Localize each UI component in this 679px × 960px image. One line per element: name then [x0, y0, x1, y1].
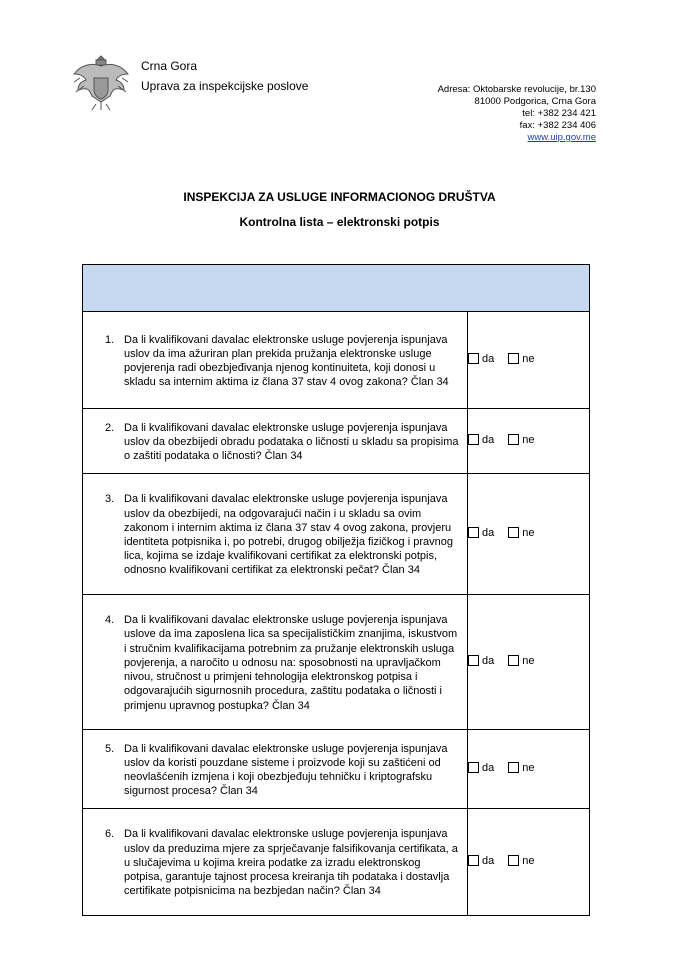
answer-no-label: ne — [522, 761, 535, 774]
question-number: 1. — [105, 333, 115, 346]
answer-no-label: ne — [522, 526, 535, 539]
question-number: 3. — [105, 493, 115, 506]
question-number: 4. — [105, 614, 115, 627]
checklist-table — [82, 264, 590, 916]
checkbox-icon[interactable] — [468, 655, 479, 666]
address-line: Adresa: Oktobarske revolucije, br.130 — [437, 84, 596, 95]
checkbox-icon[interactable] — [468, 527, 479, 538]
phone-line: tel: +382 234 421 — [522, 108, 596, 119]
answer-yes-label: da — [482, 526, 495, 539]
question-number: 2. — [105, 421, 115, 434]
contact-block — [438, 84, 596, 144]
question-row — [83, 730, 590, 809]
answer-yes-label: da — [482, 654, 495, 667]
answer-no[interactable] — [508, 353, 534, 365]
city-line: 81000 Podgorica, Crna Gora — [474, 96, 596, 107]
question-row — [83, 809, 590, 916]
question-text: Da li kvalifikovani davalac elektronske usluge povjerenja ispunjava uslov da obezbijedi obradu podataka o ličnosti u skladu sa propisima o zaštiti podataka o ličnosti? Član 34 — [124, 421, 459, 463]
answer-no-label: ne — [522, 352, 535, 365]
question-text: Da li kvalifikovani davalac elektronske usluge povjerenja ispunjava uslove da ima zaposlena lica sa specijalističkim znanjima, iskustvom i stručnim kvalifikacijama potrebnim za pružanje elektronskih usluga povjerenja, a naročito u odnosu na: sposobnosti na upravljačkom nivou, stručnost u primjeni tehnologija elektronskog potpisa i odgovarajućih sigurnosnih procedura, zaštitu podataka o ličnosti i primjenu upravnog postupka? Član 34 — [124, 614, 458, 712]
answer-yes[interactable] — [468, 527, 494, 539]
answer-yes-label: da — [482, 433, 495, 446]
checkbox-icon[interactable] — [508, 353, 519, 364]
answer-yes-label: da — [482, 761, 495, 774]
answer-no[interactable] — [508, 655, 534, 667]
answer-yes[interactable] — [468, 434, 494, 446]
question-text: Da li kvalifikovani davalac elektronske usluge povjerenja ispunjava uslov da obezbijedi, na odgovarajući način i u skladu sa ovim zakonom i internim aktima iz člana 37 stav 4 ovog zakona, provjeru identiteta potpisnika i, po potrebi, drugog obilježja fizičkog i pravnog lica, kojima se izdaje kvalifikovani certifikat za elektronski potpis, odnosno kvalifikovani certifikat za elektronski pečat? Član 34 — [124, 493, 453, 577]
question-row — [83, 409, 590, 474]
checkbox-icon[interactable] — [468, 855, 479, 866]
answer-no[interactable] — [508, 527, 534, 539]
answer-yes[interactable] — [468, 655, 494, 667]
answer-no[interactable] — [508, 855, 534, 867]
checkbox-icon[interactable] — [508, 527, 519, 538]
checkbox-icon[interactable] — [508, 434, 519, 445]
table-header-row — [83, 265, 590, 312]
answer-no[interactable] — [508, 762, 534, 774]
question-row — [83, 595, 590, 730]
answer-yes[interactable] — [468, 855, 494, 867]
checkbox-icon[interactable] — [468, 762, 479, 773]
question-number: 5. — [105, 742, 115, 755]
checkbox-icon[interactable] — [508, 855, 519, 866]
question-text: Da li kvalifikovani davalac elektronske usluge povjerenja ispunjava uslov da ima ažuriran plan prekida pružanja elektronske usluge povjerenja radi obezbjeđivanja njenog kontinuiteta, koji donosi u skladu sa internim aktima iz člana 37 stav 4 ovog zakona? Član 34 — [124, 333, 449, 389]
question-row — [83, 312, 590, 409]
answer-no-label: ne — [522, 433, 535, 446]
checkbox-icon[interactable] — [508, 762, 519, 773]
answer-no-label: ne — [522, 854, 535, 867]
page-title: INSPEKCIJA ZA USLUGE INFORMACIONOG DRUŠTVA — [183, 190, 496, 204]
checkbox-icon[interactable] — [468, 353, 479, 364]
question-text: Da li kvalifikovani davalac elektronske usluge povjerenja ispunjava uslov da preduzima mjere za sprječavanje falsifikovanja certifikata, a u slučajevima u kojima kreira podatke za izradu elektronskog potpisa, garantuje tajnost procesa kreiranja tih podataka i dostavlja certifikate potpisnicima na bezbjedan način? Član 34 — [124, 828, 458, 898]
answer-no-label: ne — [522, 654, 535, 667]
org-agency: Uprava za inspekcijske poslove — [141, 79, 309, 93]
fax-line: fax: +382 234 406 — [519, 120, 596, 131]
coat-of-arms-icon — [70, 52, 132, 112]
answer-yes-label: da — [482, 352, 495, 365]
answer-yes[interactable] — [468, 762, 494, 774]
checkbox-icon[interactable] — [468, 434, 479, 445]
answer-yes-label: da — [482, 854, 495, 867]
org-country: Crna Gora — [141, 59, 198, 73]
table-header-cell — [83, 265, 590, 312]
question-number: 6. — [105, 828, 115, 841]
answer-no[interactable] — [508, 434, 534, 446]
question-text: Da li kvalifikovani davalac elektronske usluge povjerenja ispunjava uslov da koristi pouzdane sisteme i proizvode koji su zaštićeni od neovlašćenih izmjena i koji obezbjeđuju tehničku i kriptografsku sigurnost procesa? Član 34 — [124, 742, 448, 798]
organization-name — [141, 56, 308, 96]
answer-yes[interactable] — [468, 353, 494, 365]
website-link[interactable]: www.uip.gov.me — [527, 132, 596, 143]
checkbox-icon[interactable] — [508, 655, 519, 666]
page-subtitle: Kontrolna lista – elektronski potpis — [239, 215, 440, 229]
question-row — [83, 474, 590, 595]
